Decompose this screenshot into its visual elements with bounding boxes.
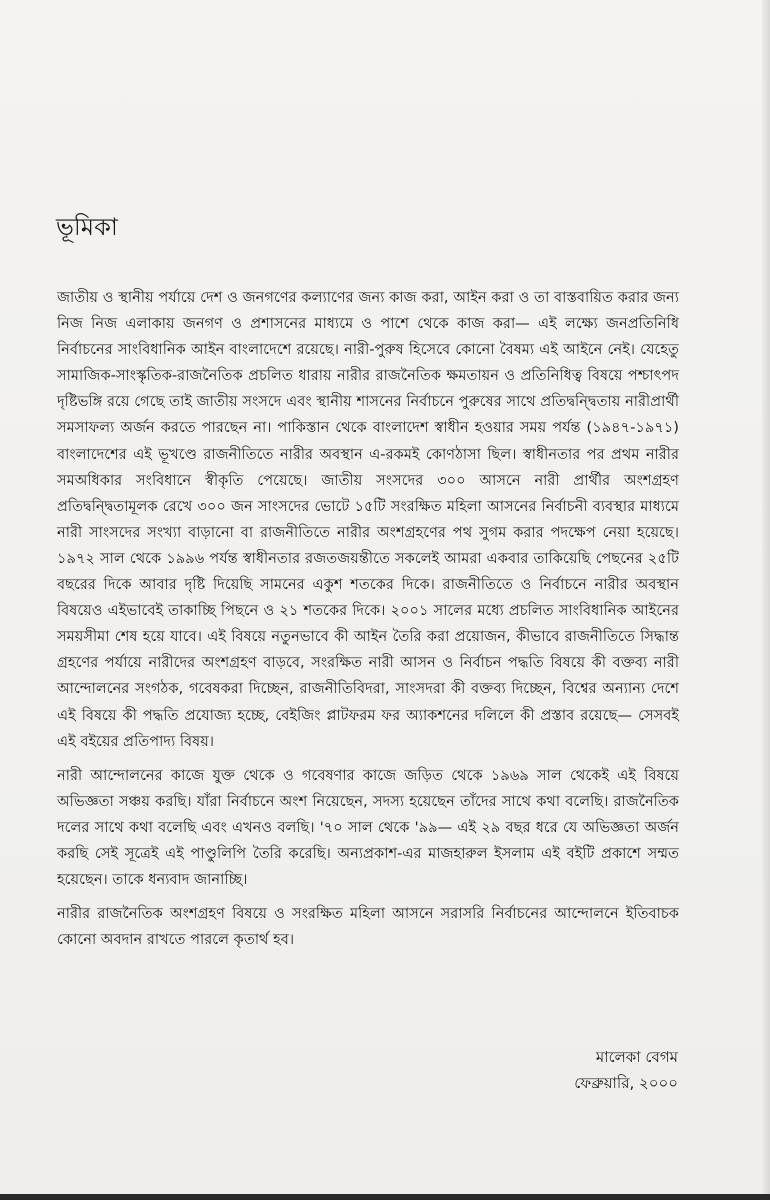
signature-date: ফেব্রুয়ারি, ২০০০ — [574, 1074, 678, 1092]
signature-block — [574, 1044, 678, 1096]
preface-body — [57, 285, 679, 961]
page-heading: ভূমিকা — [56, 213, 118, 241]
paragraph: নারীর রাজনৈতিক অংশগ্রহণ বিষয়ে ও সংরক্ষিত মহিলা আসনে সরাসরি নির্বাচনের আন্দোলনে ইতিবাচক কোনো অবদান রাখতে পারলে কৃতার্থ হব। — [57, 905, 679, 949]
page-edge-shadow — [762, 0, 770, 1200]
paragraph: জাতীয় ও স্থানীয় পর্যায়ে দেশ ও জনগণের কল্যাণের জন্য কাজ করা, আইন করা ও তা বাস্তবায়িত করার জন্য নিজ নিজ এলাকায় জনগণ ও প্রশাসনের মাধ্যমে ও পাশে থেকে কাজ করা— এই লক্ষ্যে জনপ্রতিনিধি নির্বাচনের সাংবিধানিক আইন বাংলাদেশে রয়েছে। নারী-পুরুষ হিসেবে কোনো বৈষম্য এই আইনে নেই। যেহেতু সামাজিক-সাংস্কৃতিক-রাজনৈতিক প্রচলিত ধারায় নারীর রাজনৈতিক ক্ষমতায়ন ও প্রতিনিধিত্ব বিষয়ে পশ্চাৎপদ দৃষ্টিভঙ্গি রয়ে গেছে তাই জাতীয় সংসদে এবং স্থানীয় শাসনের নির্বাচনে পুরুষের সাথে প্রতিদ্বন্দ্বিতায় নারীপ্রার্থী সমসাফল্য অর্জন করতে পারছেন না। পাকিস্তান থেকে বাংলাদেশ স্বাধীন হওয়ার সময় পর্যন্ত (১৯৪৭-১৯৭১) বাংলাদেশের এই ভূখণ্ডে রাজনীতিতে নারীর অবস্থান এ-রকমই কোণঠাসা ছিল। স্বাধীনতার পর প্রথম নারীর সমঅধিকার সংবিধানে স্বীকৃতি পেয়েছে। জাতীয় সংসদের ৩০০ আসনে নারী প্রার্থীর অংশগ্রহণ প্রতিদ্বন্দ্বিতামূলক রেখে ৩০০ জন সাংসদের ভোটে ১৫টি সংরক্ষিত মহিলা আসনের নির্বাচনী ব্যবস্থার মাধ্যমে নারী সাংসদের সংখ্যা বাড়ানো বা রাজনীতিতে নারীর অংশগ্রহণের পথ সুগম করার পদক্ষেপ নেয়া হয়েছে। ১৯৭২ সাল থেকে ১৯৯৬ পর্যন্ত স্বাধীনতার রজতজয়ন্তীতে সকলেই আমরা একবার তাকিয়েছি পেছনের ২৫টি বছরের দিকে আবার দৃষ্টি দিয়েছি সামনের একুশ শতকের দিকে। রাজনীতিতে ও নির্বাচনে নারীর অবস্থান বিষয়েও এইভাবেই তাকাচ্ছি পিছনে ও ২১ শতকের দিকে। ২০০১ সালের মধ্যে প্রচলিত সাংবিধানিক আইনের সময়সীমা শেষ হয়ে যাবে। এই বিষয়ে নতুনভাবে কী আইন তৈরি করা প্রয়োজন, কীভাবে রাজনীতিতে সিদ্ধান্ত গ্রহণের পর্যায়ে নারীদের অংশগ্রহণ বাড়বে, সংরক্ষিত নারী আসন ও নির্বাচন পদ্ধতি বিষয়ে কী বক্তব্য নারী আন্দোলনের সংগঠক, গবেষকরা দিচ্ছেন, রাজনীতিবিদরা, সাংসদরা কী বক্তব্য দিচ্ছেন, বিশ্বের অন্যান্য দেশে এই বিষয়ে কী পদ্ধতি প্রযোজ্য হচ্ছে, বেইজিং প্লাটফরম ফর অ্যাকশনের দলিলে কী প্রস্তাব রয়েছে— সেসবই এই বইয়ের প্রতিপাদ্য বিষয়। — [57, 289, 679, 750]
author-name: মালেকা বেগম — [595, 1048, 678, 1066]
paragraph: নারী আন্দোলনের কাজে যুক্ত থেকে ও গবেষণার কাজে জড়িত থেকে ১৯৬৯ সাল থেকেই এই বিষয়ে অভিজ্ঞতা সঞ্চয় করছি। যাঁরা নির্বাচনে অংশ নিয়েছেন, সদস্য হয়েছেন তাঁদের সাথে কথা বলেছি। রাজনৈতিক দলের সাথে কথা বলেছি এবং এখনও বলছি। '৭০ সাল থেকে '৯৯— এই ২৯ বছর ধরে যে অভিজ্ঞতা অর্জন করছি সেই সূত্রেই এই পাণ্ডুলিপি তৈরি করেছি। অন্যপ্রকাশ-এর মাজহারুল ইসলাম এই বইটি প্রকাশে সম্মত হয়েছেন। তাকে ধন্যবাদ জানাচ্ছি। — [57, 766, 679, 889]
bottom-border — [0, 1194, 770, 1200]
